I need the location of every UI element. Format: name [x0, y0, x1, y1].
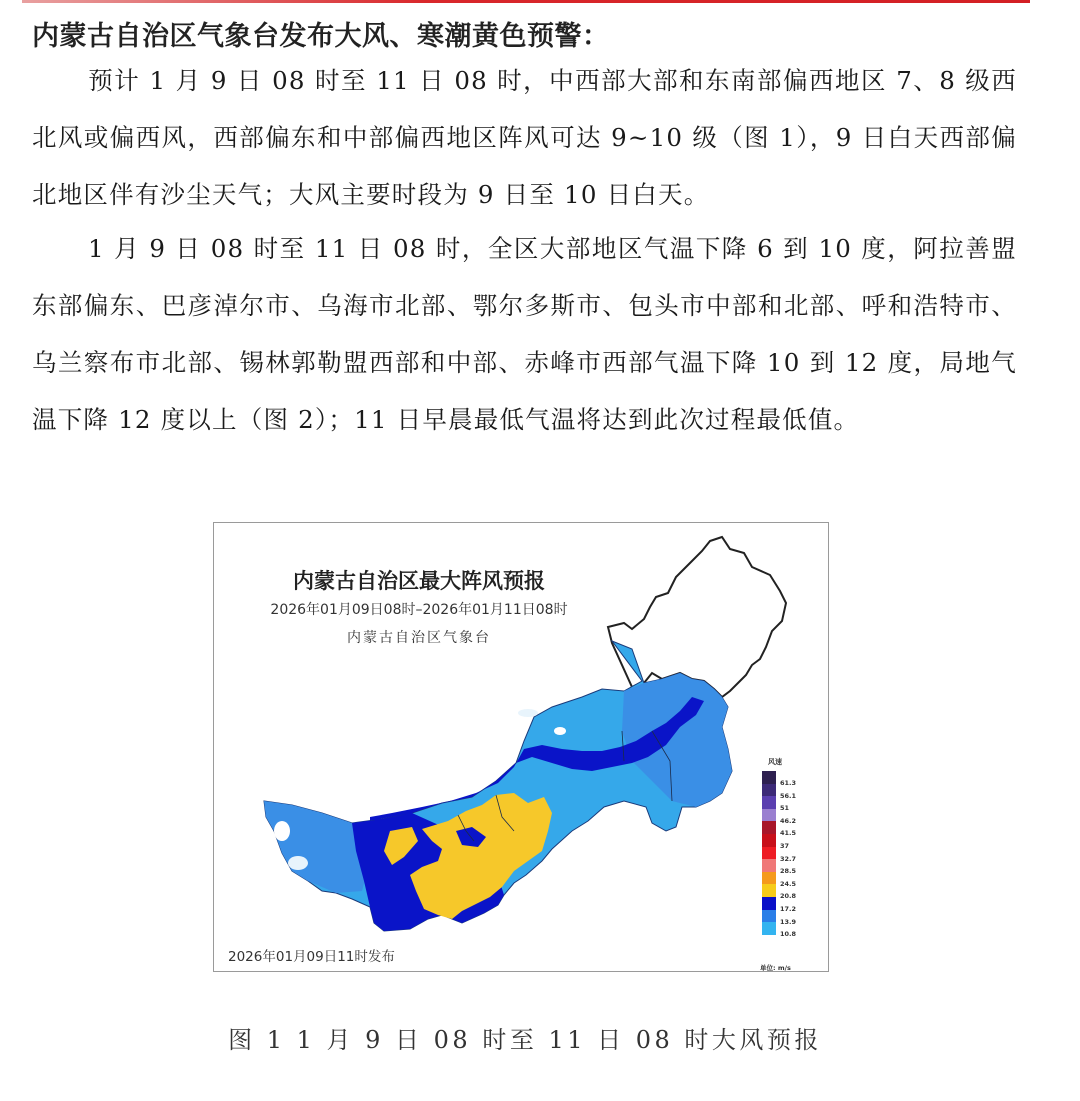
- map-organization: 内蒙古自治区气象台: [347, 630, 491, 646]
- legend-tick: 61.3: [780, 779, 797, 787]
- legend-swatch: [762, 821, 776, 834]
- legend-tick: 28.5: [780, 867, 797, 876]
- map-issued-time: 2026年01月09日11时发布: [228, 949, 395, 965]
- legend-swatch: [762, 872, 776, 885]
- wind-speed-legend: [760, 757, 820, 972]
- legend-title: 风速: [768, 758, 782, 766]
- paragraph-text: 1 月 9 日 08 时至 11 日 08 时，全区大部地区气温下降 6 到 10 度，阿拉善盟东部偏东、巴彦淖尔市、乌海市北部、鄂尔多斯市、包头市中部和北部、呼和浩特市、乌兰察布市北部、锡林郭勒盟西部和中部、赤峰市西部气温下降 10 到 12 度，局地气温下降 12 度以上（图 2）；11 日早晨最低气温将达到此次过程最低值。: [32, 234, 1017, 434]
- warning-headline: 内蒙古自治区气象台发布大风、寒潮黄色预警：: [32, 21, 610, 52]
- forecast-paragraph-temperature: [32, 220, 1017, 448]
- legend-swatch: [762, 884, 776, 897]
- legend-swatch: [762, 809, 776, 822]
- legend-tick: 17.2: [780, 904, 797, 913]
- figure-caption: 图 1 1 月 9 日 08 时至 11 日 08 时大风预报: [228, 1026, 822, 1054]
- legend-tick: 56.1: [780, 791, 797, 800]
- legend-tick: 51: [780, 804, 790, 813]
- legend-swatch: [762, 922, 776, 935]
- legend-swatch: [762, 771, 776, 784]
- legend-swatch: [762, 897, 776, 910]
- header-accent-bar: [22, 0, 1030, 3]
- legend-tick: 24.5: [780, 879, 797, 888]
- legend-swatch: [762, 796, 776, 809]
- legend-color-scale: [762, 771, 776, 935]
- map-time-range: 2026年01月09日08时–2026年01月11日08时: [270, 602, 568, 618]
- legend-tick: 13.9: [780, 917, 797, 926]
- legend-unit: 单位: m/s: [760, 964, 791, 972]
- legend-swatch: [762, 784, 776, 797]
- legend-tick-labels: [780, 777, 796, 941]
- map-title: 内蒙古自治区最大阵风预报: [293, 569, 545, 593]
- gust-forecast-map-figure: [213, 522, 829, 972]
- legend-swatch: [762, 859, 776, 872]
- paragraph-text: 预计 1 月 9 日 08 时至 11 日 08 时，中西部大部和东南部偏西地区 7、8 级西北风或偏西风，西部偏东和中部偏西地区阵风可达 9~10 级（图 1），9 日白天西部偏北地区伴有沙尘天气；大风主要时段为 9 日至 10 日白天。: [32, 66, 1017, 209]
- legend-swatch: [762, 847, 776, 860]
- forecast-paragraph-wind: [32, 52, 1017, 223]
- legend-tick: 10.8: [780, 930, 797, 939]
- legend-swatch: [762, 910, 776, 923]
- legend-tick: 41.5: [780, 829, 797, 838]
- map-region-northeast: [608, 537, 786, 697]
- legend-tick: 20.8: [780, 892, 797, 901]
- legend-tick: 46.2: [780, 816, 797, 825]
- legend-tick: 32.7: [780, 854, 797, 863]
- legend-swatch: [762, 834, 776, 847]
- legend-tick: 37: [780, 841, 790, 850]
